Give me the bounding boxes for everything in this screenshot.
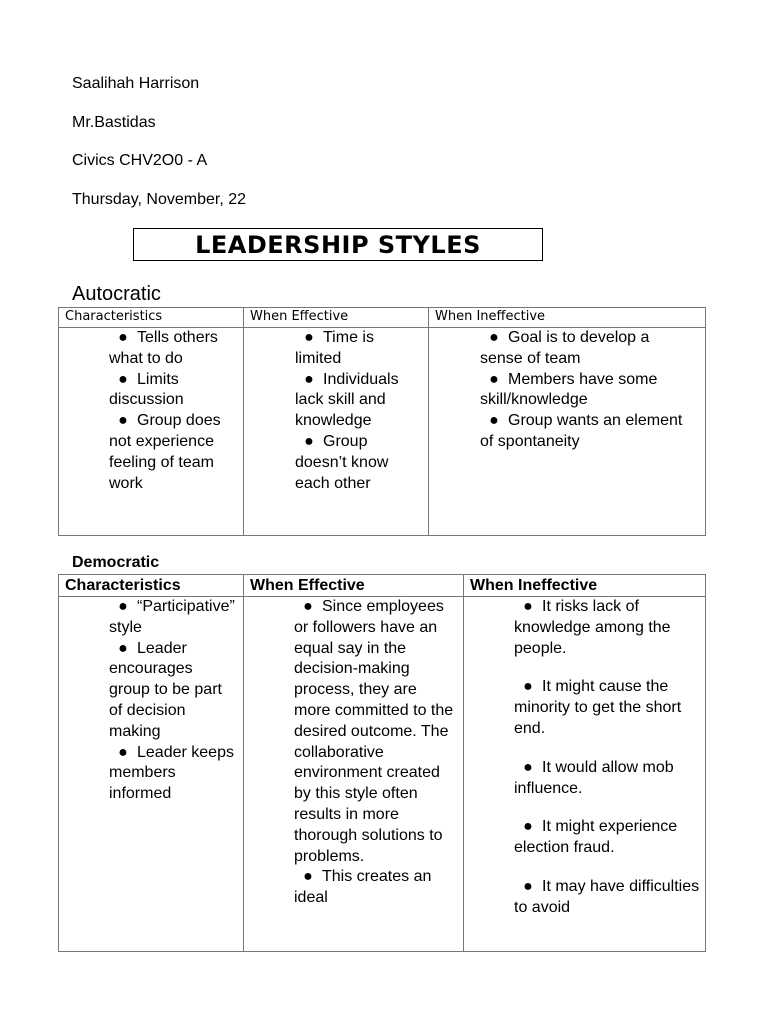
- autocratic-ineffective-list: [429, 328, 695, 453]
- list-item-text: Group wants an element of spontaneity: [480, 412, 683, 450]
- list-item-text: Time is limited: [295, 329, 374, 367]
- list-item-text: Goal is to develop a sense of team: [480, 329, 650, 367]
- date-line: Thursday, November, 22: [72, 191, 247, 208]
- list-item-text: Limits discussion: [109, 370, 184, 409]
- bullet-icon: ●: [523, 598, 533, 615]
- list-item-text: Since employees or followers have an equal say in the decision-making process, they are more committed to the desired outcome. The collaborative environment created by this style often results in more thorough solutions to problems.: [294, 598, 454, 865]
- column-header: When Effective: [244, 575, 464, 597]
- table-header-row: [59, 575, 706, 597]
- list-item: [109, 411, 229, 494]
- table-row: [59, 597, 706, 952]
- paragraph-spacer: [514, 659, 702, 677]
- list-item: [514, 758, 702, 800]
- list-item: [295, 370, 420, 432]
- table-cell: [429, 328, 706, 536]
- bullet-icon: ●: [489, 412, 499, 430]
- list-item: [109, 743, 236, 805]
- list-item-text: Group does not experience feeling of team work: [109, 412, 221, 492]
- column-header: Characteristics: [59, 575, 244, 597]
- bullet-icon: ●: [118, 370, 128, 388]
- table-cell: [464, 597, 706, 952]
- democratic-heading: Democratic: [72, 554, 160, 571]
- list-item-text: It might cause the minority to get the short end.: [514, 678, 682, 737]
- list-item-text: “Participative” style: [109, 598, 235, 636]
- bullet-icon: ●: [489, 370, 499, 388]
- teacher-name: Mr.Bastidas: [72, 114, 156, 131]
- paragraph-spacer: [514, 740, 702, 758]
- column-header: When Ineffective: [429, 308, 706, 328]
- list-item: [514, 817, 702, 859]
- column-header: When Effective: [244, 308, 429, 328]
- bullet-icon: ●: [523, 678, 533, 696]
- bullet-icon: ●: [118, 329, 128, 346]
- bullet-icon: ●: [118, 639, 128, 657]
- list-item: [514, 597, 702, 659]
- column-header: Characteristics: [59, 308, 244, 328]
- list-item: [109, 597, 236, 639]
- list-item-text: Members have some skill/knowledge: [480, 370, 658, 409]
- bullet-icon: ●: [523, 818, 533, 836]
- course-name: Civics CHV2O0 - A: [72, 152, 208, 169]
- table-cell: [244, 328, 429, 536]
- list-item: [109, 328, 229, 370]
- democratic-effective-list: [244, 597, 456, 909]
- list-item: [294, 597, 456, 867]
- bullet-icon: ●: [304, 432, 314, 450]
- bullet-icon: ●: [304, 329, 314, 346]
- list-item: [109, 639, 236, 743]
- bullet-icon: ●: [523, 877, 533, 895]
- list-item: [295, 328, 420, 370]
- paragraph-spacer: [514, 799, 702, 817]
- autocratic-characteristics-list: [59, 328, 229, 494]
- list-item: [480, 370, 695, 412]
- list-item: [514, 877, 702, 919]
- list-item: [480, 411, 695, 453]
- table-row: [59, 328, 706, 536]
- democratic-characteristics-list: [59, 597, 236, 805]
- table-cell: [59, 597, 244, 952]
- list-item: [294, 867, 456, 909]
- autocratic-table: [58, 307, 706, 536]
- list-item-text: Individuals lack skill and knowledge: [295, 370, 399, 430]
- list-item-text: It may have difficulties to avoid: [514, 877, 700, 916]
- bullet-icon: ●: [118, 743, 128, 761]
- list-item-text: It risks lack of knowledge among the people.: [514, 598, 671, 657]
- table-cell: [59, 328, 244, 536]
- bullet-icon: ●: [118, 598, 128, 615]
- bullet-icon: ●: [118, 412, 128, 430]
- bullet-icon: ●: [303, 598, 313, 615]
- bullet-icon: ●: [523, 758, 533, 776]
- autocratic-effective-list: [244, 328, 420, 494]
- autocratic-heading: Autocratic: [72, 283, 161, 305]
- list-item-text: This creates an ideal: [294, 868, 432, 907]
- page-title: LEADERSHIP STYLES: [133, 228, 543, 261]
- list-item: [295, 432, 420, 494]
- democratic-ineffective-list: [464, 597, 702, 919]
- list-item-text: It would allow mob influence.: [514, 758, 674, 797]
- table-header-row: [59, 308, 706, 328]
- list-item-text: Leader keeps members informed: [109, 743, 234, 803]
- list-item: [480, 328, 695, 370]
- list-item-text: It might experience election fraud.: [514, 818, 678, 857]
- paragraph-spacer: [514, 859, 702, 877]
- list-item-text: Leader encourages group to be part of decision making: [109, 639, 222, 740]
- list-item-text: Group doesn’t know each other: [295, 432, 389, 492]
- list-item: [514, 677, 702, 739]
- bullet-icon: ●: [304, 370, 314, 388]
- column-header: When Ineffective: [464, 575, 706, 597]
- democratic-table: [58, 574, 706, 952]
- table-cell: [244, 597, 464, 952]
- bullet-icon: ●: [489, 329, 499, 346]
- list-item: [109, 370, 229, 412]
- bullet-icon: ●: [303, 868, 313, 886]
- list-item-text: Tells others what to do: [109, 329, 218, 367]
- student-name: Saalihah Harrison: [72, 75, 200, 92]
